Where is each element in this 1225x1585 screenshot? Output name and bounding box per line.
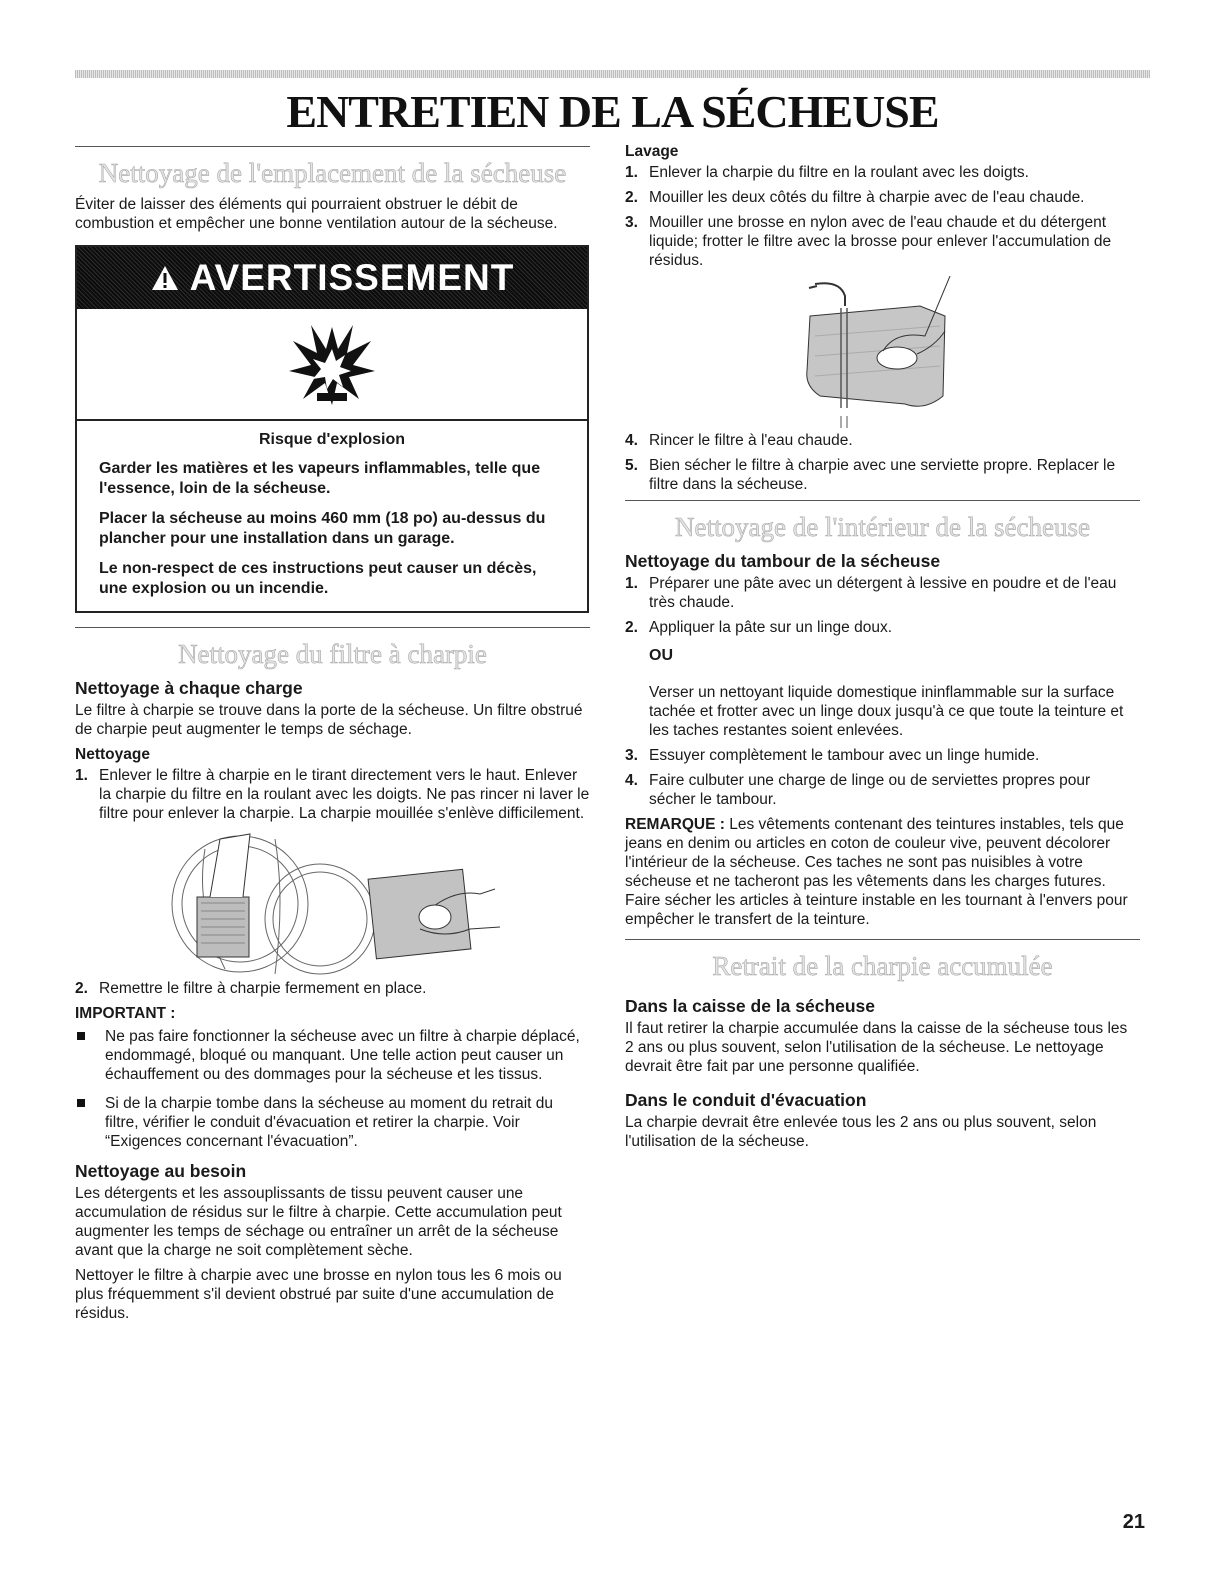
subheading-caisse: Dans la caisse de la sécheuse — [625, 996, 876, 1016]
subheading-tambour: Nettoyage du tambour de la sécheuse — [625, 551, 941, 571]
warning-line: Garder les matières et les vapeurs inflammables, telle que l'essence, loin de la sécheuse. — [99, 460, 541, 497]
warning-label: AVERTISSEMENT — [189, 257, 515, 298]
list-item: 4. Faire culbuter une charge de linge ou de serviettes propres pour sécher le tambour. — [625, 772, 1091, 808]
warning-body — [77, 421, 587, 611]
ou-label: OU — [649, 647, 673, 664]
divider — [625, 500, 1140, 501]
bullet-square-icon — [77, 1032, 85, 1040]
explosion-icon — [77, 309, 587, 421]
lint-filter-washing-illustration — [625, 276, 1140, 431]
nettoyage-label: Nettoyage — [75, 746, 150, 763]
warning-line: Le non-respect de ces instructions peut causer un décès, une explosion ou un incendie. — [99, 560, 537, 597]
nettoyage-steps — [75, 766, 590, 823]
warning-title: Risque d'explosion — [258, 431, 406, 448]
important-list — [75, 1027, 590, 1151]
warning-banner — [77, 247, 587, 309]
conduit-text: La charpie devrait être enlevée tous les 2 ans ou plus souvent, selon l'utilisation de la sécheuse. — [625, 1114, 1097, 1150]
lavage-label: Lavage — [625, 143, 679, 160]
divider — [625, 939, 1140, 940]
list-item: 5. Bien sécher le filtre à charpie avec une serviette propre. Replacer le filtre dans la sécheuse. — [625, 457, 1116, 493]
subheading-besoin: Nettoyage au besoin — [75, 1161, 247, 1181]
section-heading-emplacement: Nettoyage de l'emplacement de la sécheuse — [98, 158, 567, 188]
section-heading-interieur: Nettoyage de l'intérieur de la sécheuse — [675, 512, 1090, 542]
tambour-steps — [625, 574, 1140, 637]
caisse-text: Il faut retirer la charpie accumulée dans la caisse de la sécheuse tous les 2 ans ou plus souvent, selon l'utilisation de la sécheuse. Le nettoyage devrait être fait par une personne qualifiée. — [625, 1020, 1128, 1075]
besoin-text: Nettoyer le filtre à charpie avec une brosse en nylon tous les 6 mois ou plus fréquemment s'il devient obstrué par suite d'une accumulation de résidus. — [75, 1267, 562, 1322]
list-item: 4. Rincer le filtre à l'eau chaude. — [625, 432, 853, 449]
list-item: 2. Mouiller les deux côtés du filtre à charpie avec de l'eau chaude. — [625, 189, 1085, 206]
section-heading-filtre: Nettoyage du filtre à charpie — [178, 639, 487, 669]
lavage-steps — [625, 163, 1140, 270]
list-item: 2. Remettre le filtre à charpie fermement en place. — [75, 980, 427, 997]
list-item: Si de la charpie tombe dans la sécheuse au moment du retrait du filtre, vérifier le conduit d'évacuation et retirer la charpie. Voir “Exigences concernant l'évacuation”. — [75, 1094, 590, 1151]
top-rule — [75, 70, 1150, 78]
chaque-charge-text: Le filtre à charpie se trouve dans la porte de la sécheuse. Un filtre obstrué de charpie peut augmenter le temps de séchage. — [75, 702, 583, 738]
warning-line: Placer la sécheuse au moins 460 mm (18 po) au-dessus du plancher pour une installation dans un garage. — [99, 510, 546, 547]
nettoyage-steps-cont — [75, 979, 590, 998]
section-heading-retrait: Retrait de la charpie accumulée — [712, 951, 1053, 981]
subheading-conduit: Dans le conduit d'évacuation — [625, 1090, 867, 1110]
left-column — [75, 146, 590, 1329]
remarque-text: REMARQUE : Les vêtements contenant des teintures instables, tels que jeans en denim ou articles en coton de couleur vive, peuvent décolorer l'intérieur de la sécheuse. Ces taches ne sont pas nuisibles à votre sécheuse et ne tacheront pas les vêtements dans les charges futures. Faire sécher les articles à teinture instable en les tournant à l'envers pour empêcher le transfert de la teinture. — [625, 816, 1128, 928]
right-column — [625, 143, 1140, 1157]
list-item: 2. Appliquer la pâte sur un linge doux. — [625, 619, 892, 636]
besoin-text: Les détergents et les assouplissants de tissu peuvent causer une accumulation de résidus sur le filtre à charpie. Cette accumulation peut augmenter les temps de séchage ou entraîner un arrêt de la sécheuse avant que la charge ne soit complètement sèche. — [75, 1185, 562, 1259]
bullet-square-icon — [77, 1099, 85, 1107]
list-item: 1. Enlever la charpie du filtre en la roulant avec les doigts. — [625, 164, 1029, 181]
list-item: Ne pas faire fonctionner la sécheuse avec un filtre à charpie déplacé, endommagé, bloqué ou manquant. Une telle action peut causer un échauffement ou des dommages pour la sécheuse et les tissus. — [75, 1027, 590, 1084]
tambour-steps-cont — [625, 746, 1140, 809]
list-item: 3. Essuyer complètement le tambour avec un linge humide. — [625, 747, 1040, 764]
emplacement-text: Éviter de laisser des éléments qui pourraient obstruer le débit de combustion et empêcher une bonne ventilation autour de la sécheuse. — [75, 196, 558, 232]
page-title: ENTRETIEN DE LA SÉCHEUSE — [286, 86, 939, 137]
divider — [75, 146, 590, 147]
subheading-chaque-charge: Nettoyage à chaque charge — [75, 678, 303, 698]
warning-box — [75, 245, 589, 613]
lint-filter-removal-illustration — [75, 829, 590, 979]
divider — [75, 627, 590, 628]
list-item: 1. Enlever le filtre à charpie en le tirant directement vers le haut. Enlever la charpie du filtre en la roulant avec les doigts. Ne pas rincer ni laver le filtre pour enlever la charpie. La charpie mouillée s'enlève difficilement. — [75, 767, 590, 822]
warning-triangle-icon — [150, 257, 190, 298]
alt-text: Verser un nettoyant liquide domestique ininflammable sur la surface tachée et frotter avec un linge doux jusqu'à ce que toute la teinture et les taches restantes soient enlevées. — [649, 684, 1124, 739]
list-item: 3. Mouiller une brosse en nylon avec de l'eau chaude et du détergent liquide; frotter le filtre avec la brosse pour enlever l'accumulation de résidus. — [625, 214, 1112, 269]
important-label: IMPORTANT : — [75, 1005, 176, 1022]
list-item: 1. Préparer une pâte avec un détergent à lessive en poudre et de l'eau très chaude. — [625, 575, 1117, 611]
page-number: 21 — [1122, 1511, 1145, 1533]
lavage-steps-cont — [625, 431, 1140, 494]
